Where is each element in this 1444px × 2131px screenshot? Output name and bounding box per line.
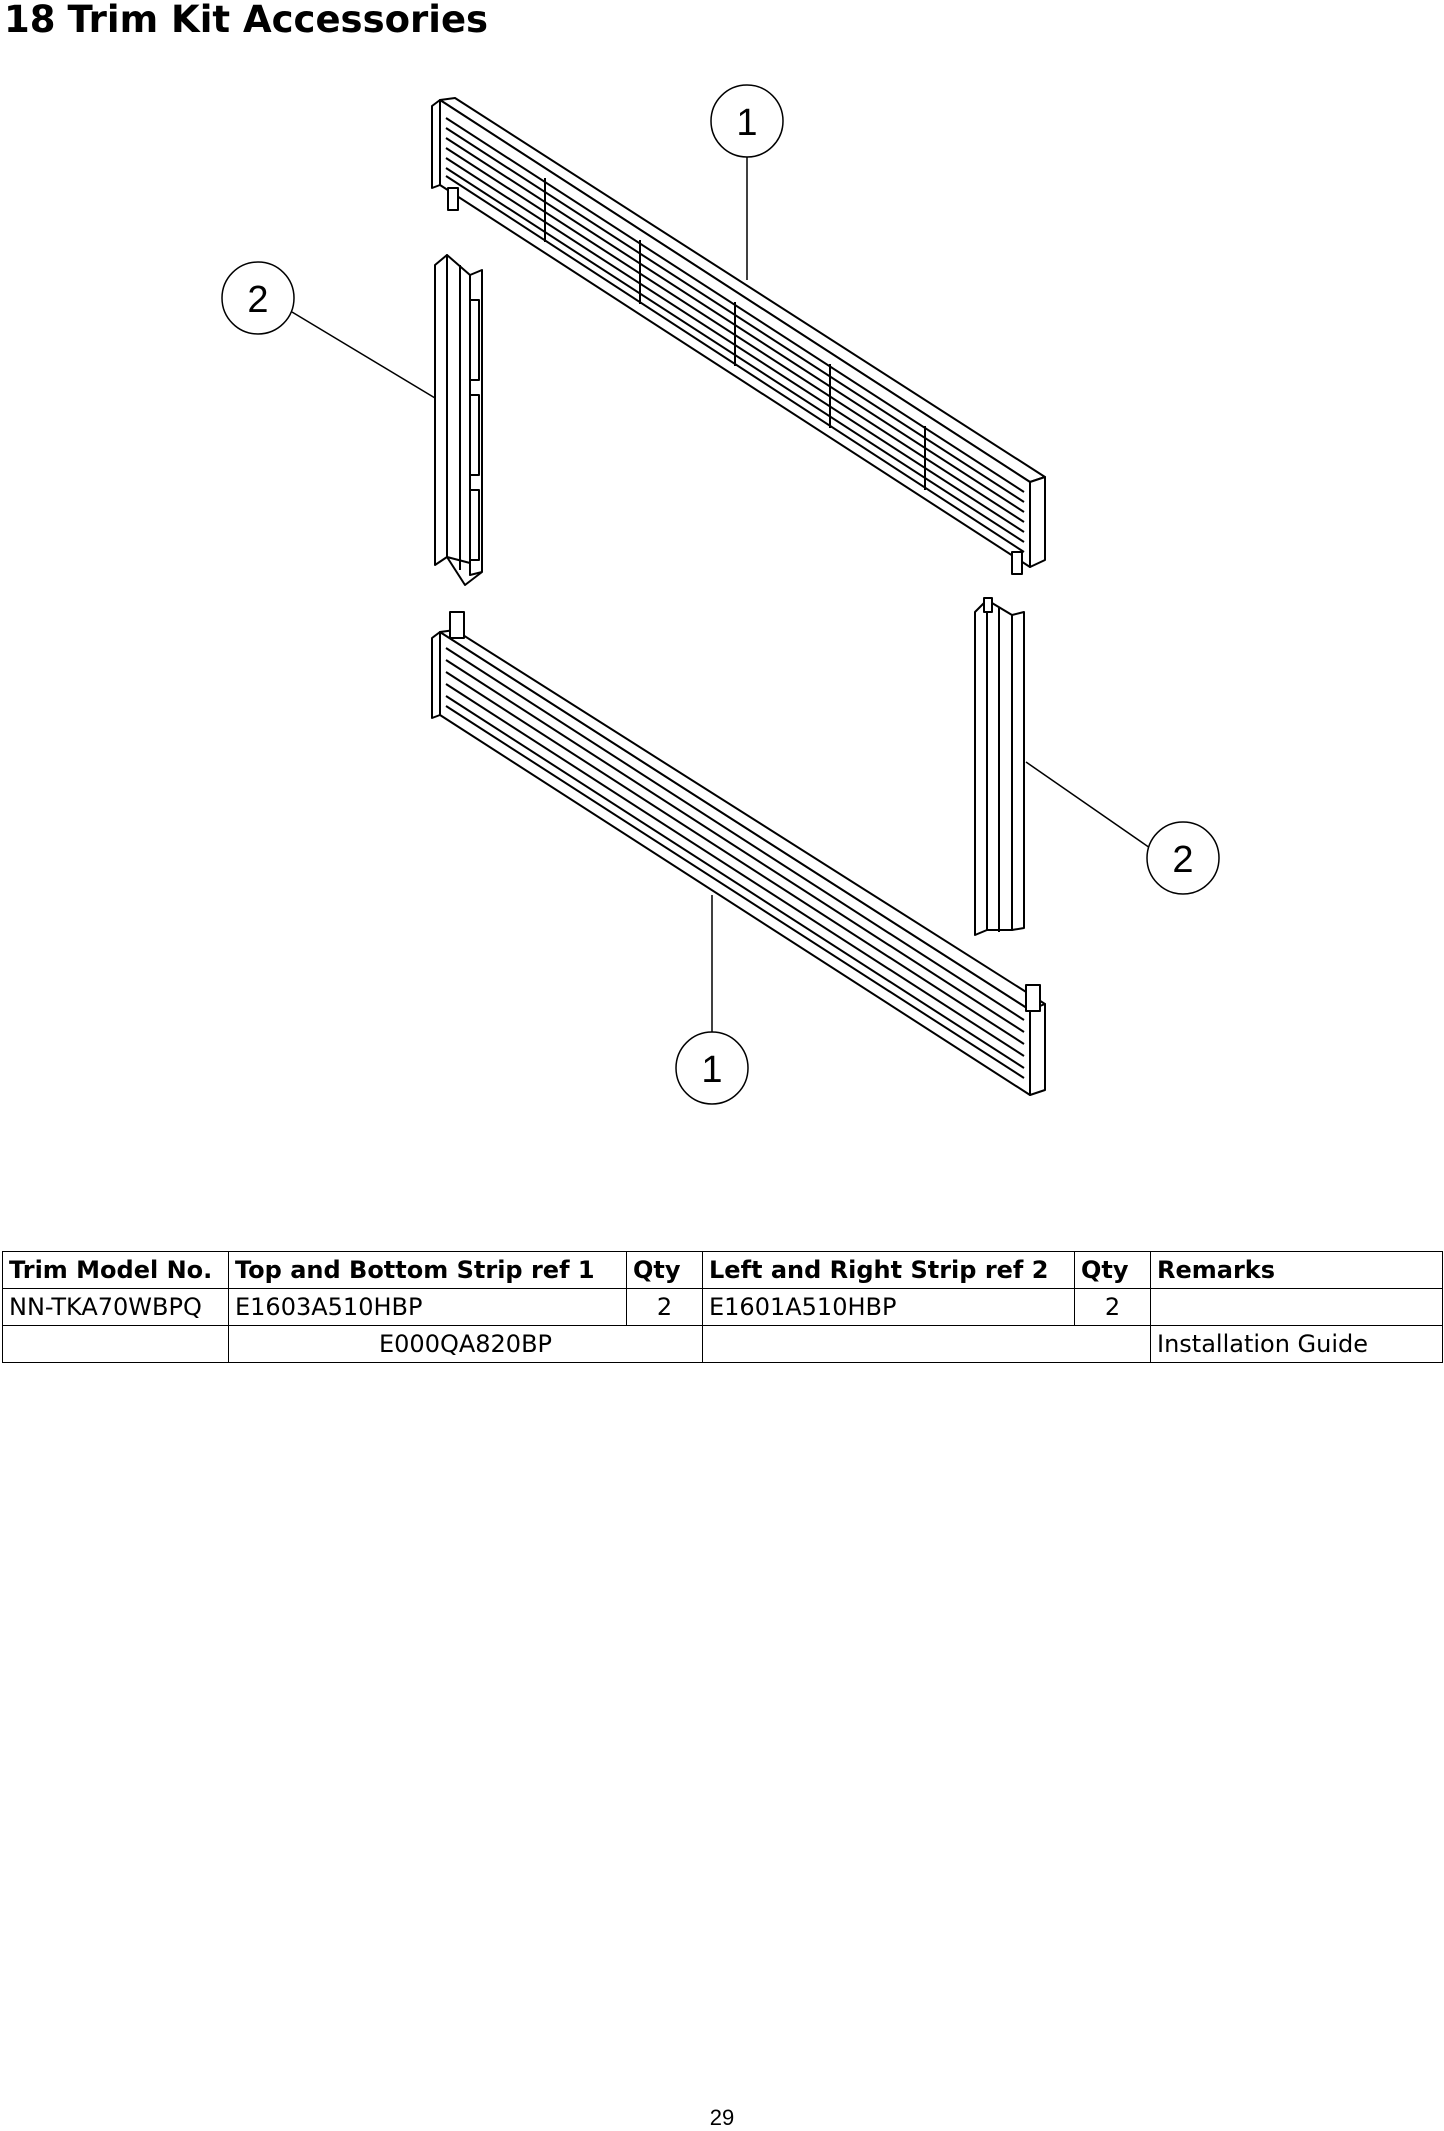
top-strip-part: [432, 98, 1045, 574]
section-number: 18: [4, 0, 56, 41]
header-remarks: Remarks: [1151, 1252, 1443, 1289]
leader-line: [292, 312, 435, 398]
header-qty: Qty: [627, 1252, 703, 1289]
cell-model: [3, 1326, 229, 1363]
table-row: [3, 1326, 1443, 1363]
trim-kit-exploded-diagram: [0, 60, 1444, 1170]
cell-model: NN-TKA70WBPQ: [3, 1289, 229, 1326]
callout-label: 2: [1172, 839, 1194, 881]
cell-remarks: Installation Guide: [1151, 1326, 1443, 1363]
page-heading: [4, 0, 488, 40]
right-side-strip-part: [975, 598, 1024, 935]
parts-table: [2, 1251, 1443, 1363]
bottom-strip-part: [432, 612, 1045, 1095]
header-trim-model: Trim Model No.: [3, 1252, 229, 1289]
table-header-row: [3, 1252, 1443, 1289]
header-qty: Qty: [1075, 1252, 1151, 1289]
cell-left-right-part: E1601A510HBP: [703, 1289, 1075, 1326]
cell-part: E000QA820BP: [229, 1326, 703, 1363]
cell-qty: 2: [1075, 1289, 1151, 1326]
section-title: Trim Kit Accessories: [67, 0, 489, 41]
cell-qty: 2: [627, 1289, 703, 1326]
callout-label: 2: [247, 279, 269, 321]
callout-label: 1: [701, 1049, 723, 1091]
callout-label: 1: [736, 102, 758, 144]
cell-top-bottom-part: E1603A510HBP: [229, 1289, 627, 1326]
cell-remarks: [1151, 1289, 1443, 1326]
leader-line: [1026, 762, 1150, 848]
table-row: [3, 1289, 1443, 1326]
header-left-right-strip: Left and Right Strip ref 2: [703, 1252, 1075, 1289]
header-top-bottom-strip: Top and Bottom Strip ref 1: [229, 1252, 627, 1289]
page-number: 29: [709, 2105, 735, 2130]
cell-blank: [703, 1326, 1151, 1363]
left-side-strip-part: [435, 255, 482, 585]
